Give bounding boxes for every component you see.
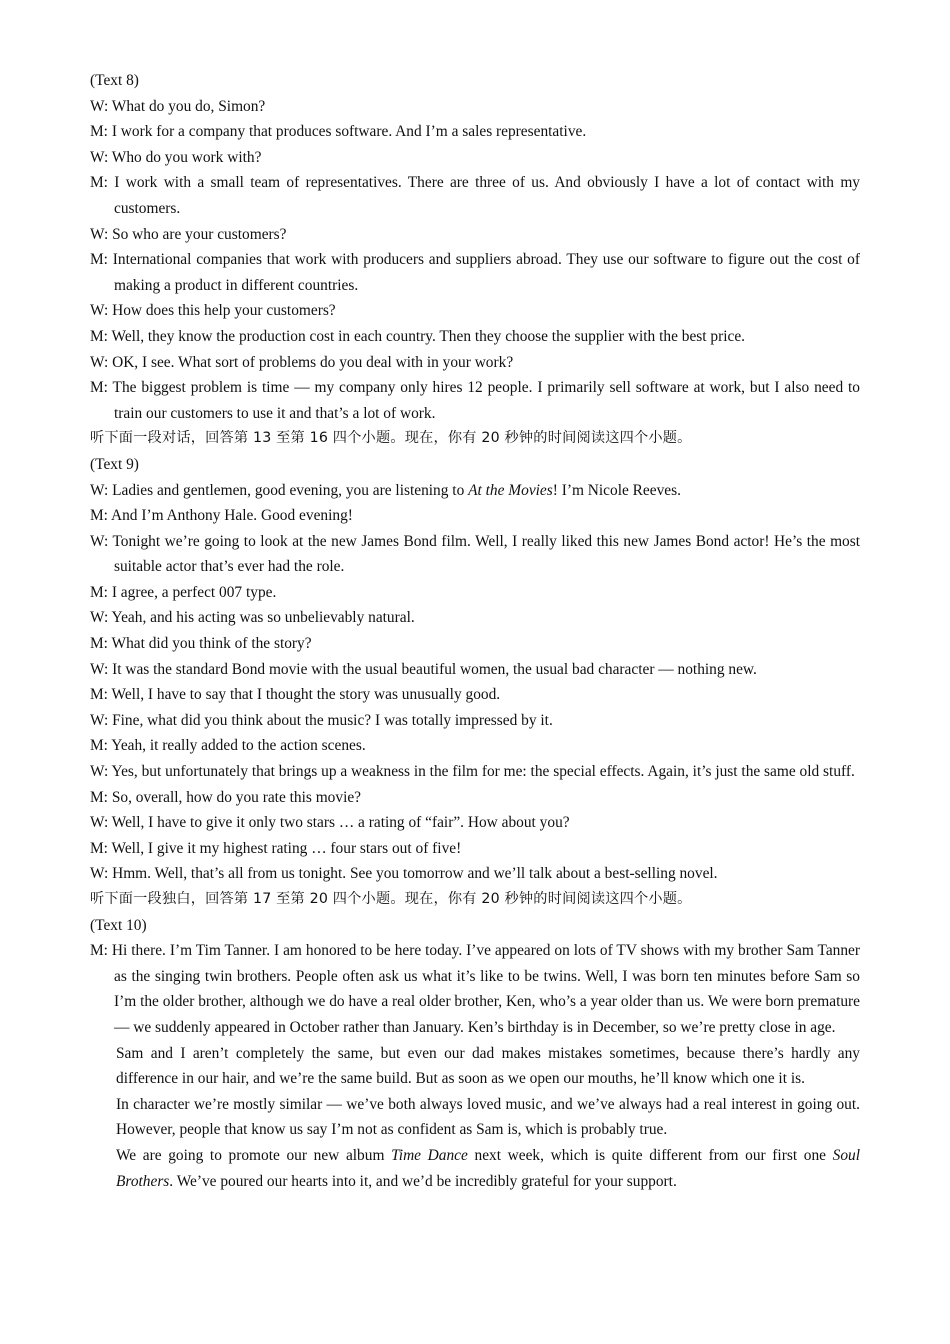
transcript-page: [90, 68, 860, 1194]
dialogue-line: M: So, overall, how do you rate this movie?: [90, 788, 362, 806]
dialogue-line: W: It was the standard Bond movie with the usual beautiful women, the usual bad character — nothing new.: [90, 660, 757, 678]
album-title: Time Dance: [391, 1146, 468, 1164]
dialogue-line: W: Hmm. Well, that’s all from us tonight. See you tomorrow and we’ll talk about a best-selling novel.: [90, 865, 718, 883]
dialogue-line: W: Yeah, and his acting was so unbelievably natural.: [90, 609, 415, 627]
dialogue-line: M: The biggest problem is time — my company only hires 12 people. I primarily sell software at work, but I also need to train our customers to use it and that’s a lot of work.: [90, 379, 860, 422]
dialogue-line: M: And I’m Anthony Hale. Good evening!: [90, 507, 353, 525]
dialogue-line: W: Who do you work with?: [90, 148, 262, 166]
text8-heading: (Text 8): [90, 72, 139, 89]
album-title: Soul Brothers: [116, 1146, 861, 1190]
dialogue-line: M: Well, they know the production cost in each country. Then they choose the supplier with the best price.: [90, 327, 745, 345]
dialogue-line: M: Well, I give it my highest rating … four stars out of five!: [90, 839, 462, 857]
monologue-paragraph: Sam and I aren’t completely the same, but even our dad makes mistakes sometimes, because there’s hardly any difference in our hair, and we’re the same build. But as soon as we open our mouths, he’ll know which one it is.: [116, 1044, 860, 1088]
monologue-paragraph: We are going to promote our new album Time Dance next week, which is quite different from our first one Soul Brothers. We’ve poured our hearts into it, and we’d be incredibly grateful for your support.: [116, 1146, 861, 1190]
dialogue-line: M: Well, I have to say that I thought the story was unusually good.: [90, 686, 501, 704]
dialogue-line: M: I work with a small team of representatives. There are three of us. And obviously I have a lot of contact with my customers.: [90, 174, 860, 217]
text9-heading: (Text 9): [90, 455, 139, 473]
dialogue-line: W: What do you do, Simon?: [90, 97, 266, 115]
dialogue-line: W: So who are your customers?: [90, 225, 287, 243]
text10-heading: (Text 10): [90, 916, 147, 934]
dialogue-line: W: Yes, but unfortunately that brings up a weakness in the film for me: the special effects. Again, it’s just the same old stuff.: [90, 763, 855, 781]
dialogue-line: M: What did you think of the story?: [90, 635, 312, 653]
dialogue-line: M: Yeah, it really added to the action scenes.: [90, 737, 366, 755]
dialogue-line: M: I work for a company that produces software. And I’m a sales representative.: [90, 123, 587, 141]
dialogue-line: W: OK, I see. What sort of problems do you deal with in your work?: [90, 353, 514, 371]
dialogue-line: W: Ladies and gentlemen, good evening, you are listening to At the Movies! I’m Nicole Reeves.: [90, 481, 681, 499]
monologue-paragraph: In character we’re mostly similar — we’ve both always loved music, and we’ve always had a real interest in going out. However, people that know us say I’m not as confident as Sam is, which is probably true.: [116, 1095, 860, 1139]
dialogue-line: M: International companies that work with producers and suppliers abroad. They use our software to figure out the cost of making a product in different countries.: [90, 251, 860, 294]
show-title: At the Movies: [468, 481, 553, 499]
dialogue-line: M: I agree, a perfect 007 type.: [90, 583, 277, 601]
dialogue-line: W: How does this help your customers?: [90, 302, 336, 320]
instruction-line: 听下面一段独白，回答第 17 至第 20 四个小题。现在，你有 20 秒钟的时间阅读这四个小题。: [90, 891, 692, 907]
monologue-paragraph: M: Hi there. I’m Tim Tanner. I am honored to be here today. I’ve appeared on lots of TV shows with my brother Sam Tanner as the singing twin brothers. People often ask us what it’s like to be twins. Well, I was born ten minutes before Sam so I’m the older brother, although we do have a real older brother, Ken, who’s a year older than us. We were born premature — we suddenly appeared in October rather than January. Ken’s birthday is in December, so we’re pretty close in age.: [90, 942, 860, 1036]
dialogue-line: W: Tonight we’re going to look at the new James Bond film. Well, I really liked this new James Bond actor! He’s the most suitable actor that’s ever had the role.: [90, 532, 860, 576]
dialogue-line: W: Fine, what did you think about the music? I was totally impressed by it.: [90, 711, 553, 729]
instruction-line: 听下面一段对话，回答第 13 至第 16 四个小题。现在，你有 20 秒钟的时间阅读这四个小题。: [90, 430, 692, 447]
dialogue-line: W: Well, I have to give it only two stars … a rating of “fair”. How about you?: [90, 814, 570, 832]
